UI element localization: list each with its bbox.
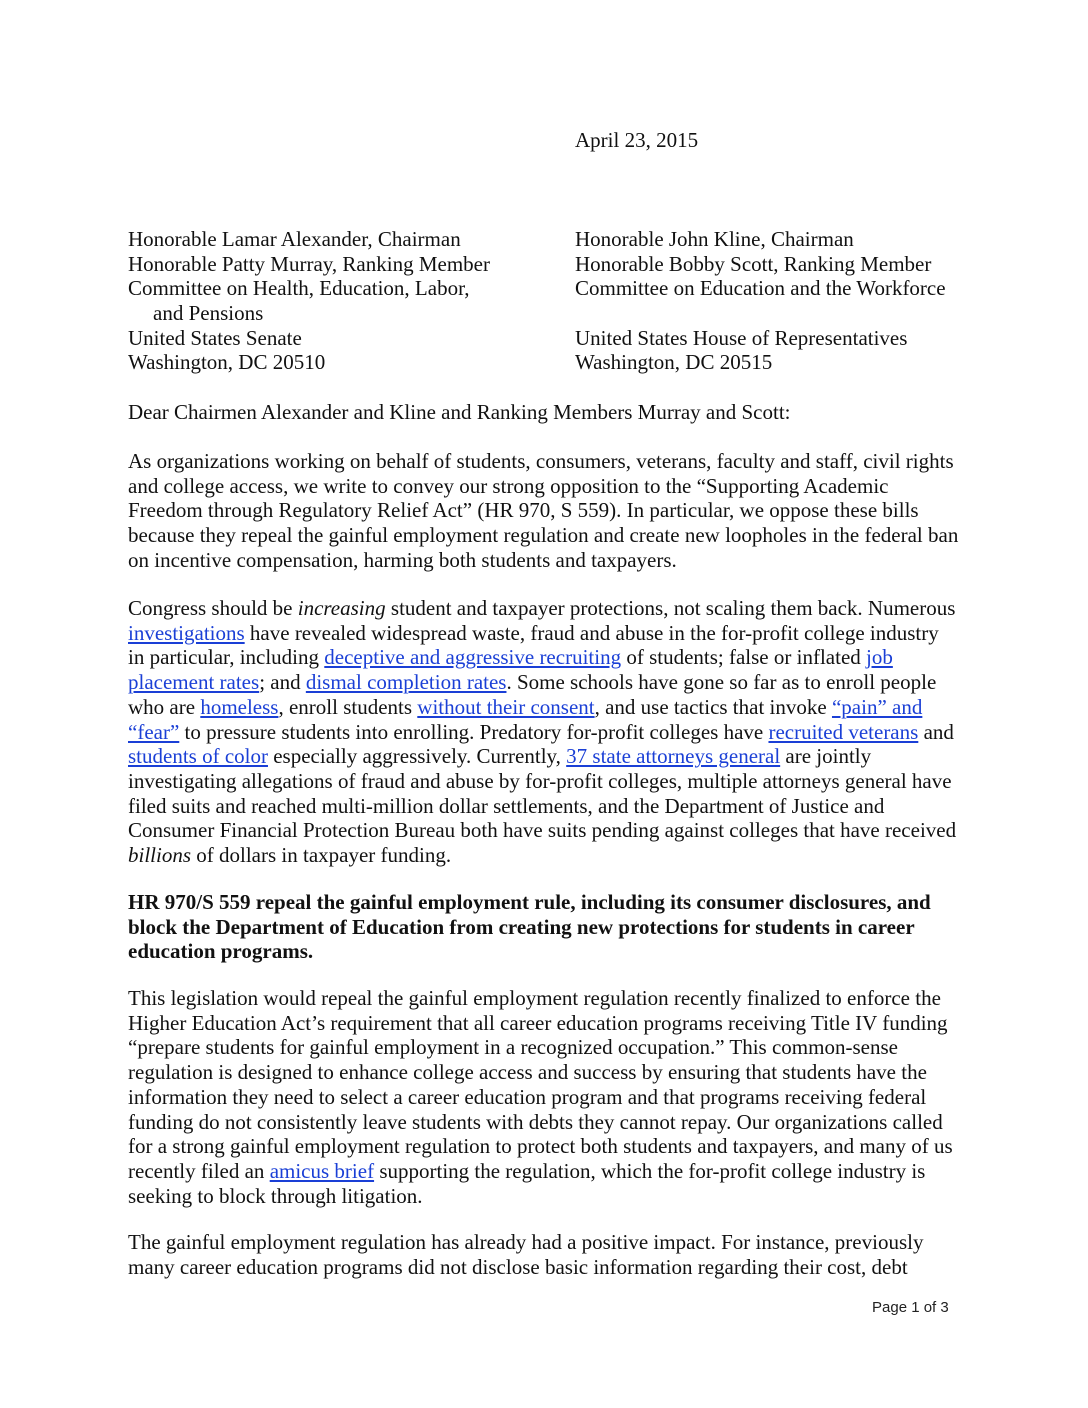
addressee-line: Washington, DC 20510 [128, 350, 326, 375]
link-homeless[interactable]: homeless [200, 694, 279, 719]
impact-paragraph [128, 1230, 960, 1279]
paragraph-text [128, 986, 960, 1208]
paragraph-text: As organizations working on behalf of students, consumers, veterans, faculty and staff, civil rights and college access, we write to convey our strong opposition to the “Supporting Academic Freedom through Regulatory Relief Act” (HR 970, S 559). In particular, we oppose these bills because they repeal the gainful employment regulation and create new loopholes in the federal ban on incentive compensation, harming both students and taxpayers. [128, 449, 959, 572]
addressee-house [575, 227, 946, 375]
addressee-line: Washington, DC 20515 [575, 350, 773, 375]
addressee-line: Honorable Bobby Scott, Ranking Member [575, 251, 932, 276]
text-run: This legislation would repeal the gainful employment regulation recently finalized to enforce the Higher Education Act’s requirement that all career education programs receiving Title IV funding “prepare students for gainful employment in a recognized occupation.” This common-sense regulation is designed to enhance college access and success by ensuring that students have the information they need to select a career education program and that programs receiving federal funding do not consistently leave students with debts they cannot repay. Our organizations called for a strong gainful employment regulation to protect both students and taxpayers, and many of us recently filed an [128, 986, 953, 1183]
addressee-line: United States House of Representatives [575, 325, 908, 350]
link-investigations[interactable]: investigations [128, 620, 245, 645]
text-run: of students; false or inflated [621, 645, 867, 670]
link-recruited-veterans[interactable]: recruited veterans [768, 719, 919, 744]
link-without-consent[interactable]: without their consent [417, 694, 595, 719]
addressee-line [575, 301, 946, 326]
addressee-line: Honorable John Kline, Chairman [575, 227, 854, 251]
text-run: have revealed widespread waste, fraud and abuse in the for-profit college industry in particular, including [128, 620, 939, 670]
text-run: especially aggressively. Currently, [267, 744, 567, 769]
addressee-line: Honorable Lamar Alexander, Chairman [128, 227, 461, 251]
link-pain-and-fear[interactable]: “pain” and “fear” [128, 694, 923, 744]
abuse-paragraph [128, 596, 960, 868]
repeal-paragraph [128, 986, 960, 1208]
text-run: , enroll students [278, 694, 418, 719]
page-number: Page 1 of 3 [872, 1299, 949, 1316]
link-amicus-brief[interactable]: amicus brief [269, 1158, 375, 1183]
text-run: , and use tactics that invoke [594, 694, 832, 719]
text-run: to pressure students into enrolling. Predatory for-profit colleges have [179, 719, 769, 744]
link-deceptive-recruiting[interactable]: deceptive and aggressive recruiting [324, 645, 622, 670]
text-run: Congress should be [128, 596, 298, 620]
text-run: are jointly investigating allegations of fraud and abuse by for-profit colleges, multiple attorneys general have filed suits and reached multi-million dollar settlements, and the Department of Justice and Consumer Financial Protection Bureau both have suits pending against colleges that have received [128, 744, 957, 843]
text-run: of dollars in taxpayer funding. [191, 843, 452, 868]
letter-date: April 23, 2015 [575, 128, 699, 152]
emphasis-text: billions [128, 843, 192, 868]
addressee-line: Committee on Health, Education, Labor, [128, 276, 470, 301]
salutation: Dear Chairmen Alexander and Kline and Ranking Members Murray and Scott: [128, 400, 791, 424]
text-run: supporting the regulation, which the for-profit college industry is seeking to block through litigation. [128, 1158, 926, 1208]
link-dismal-completion-rates[interactable]: dismal completion rates [305, 670, 507, 695]
link-state-attorneys-general[interactable]: 37 state attorneys general [566, 744, 781, 769]
addressee-line: and Pensions [153, 301, 264, 326]
section-heading: HR 970/S 559 repeal the gainful employment rule, including its consumer disclosures, and block the Department of Education from creating new protections for students in career education programs. [128, 890, 931, 964]
link-job-placement-rates[interactable]: job placement rates [128, 645, 893, 695]
text-run: student and taxpayer protections, not scaling them back. Numerous [385, 596, 956, 620]
emphasis-text: increasing [297, 596, 386, 620]
addressee-line: Committee on Education and the Workforce [575, 276, 946, 301]
intro-paragraph [128, 449, 960, 573]
paragraph-text: The gainful employment regulation has already had a positive impact. For instance, previously many career education programs did not disclose basic information regarding their cost, debt [128, 1230, 924, 1279]
addressee-line: United States Senate [128, 325, 302, 350]
paragraph-text [128, 596, 960, 868]
text-run: and [918, 719, 954, 744]
text-run: . Some schools have gone so far as to enroll people who are [128, 670, 937, 719]
link-students-of-color[interactable]: students of color [128, 744, 268, 769]
text-run: ; and [259, 670, 306, 695]
addressee-senate [128, 227, 490, 375]
addressee-line: Honorable Patty Murray, Ranking Member [128, 251, 490, 276]
